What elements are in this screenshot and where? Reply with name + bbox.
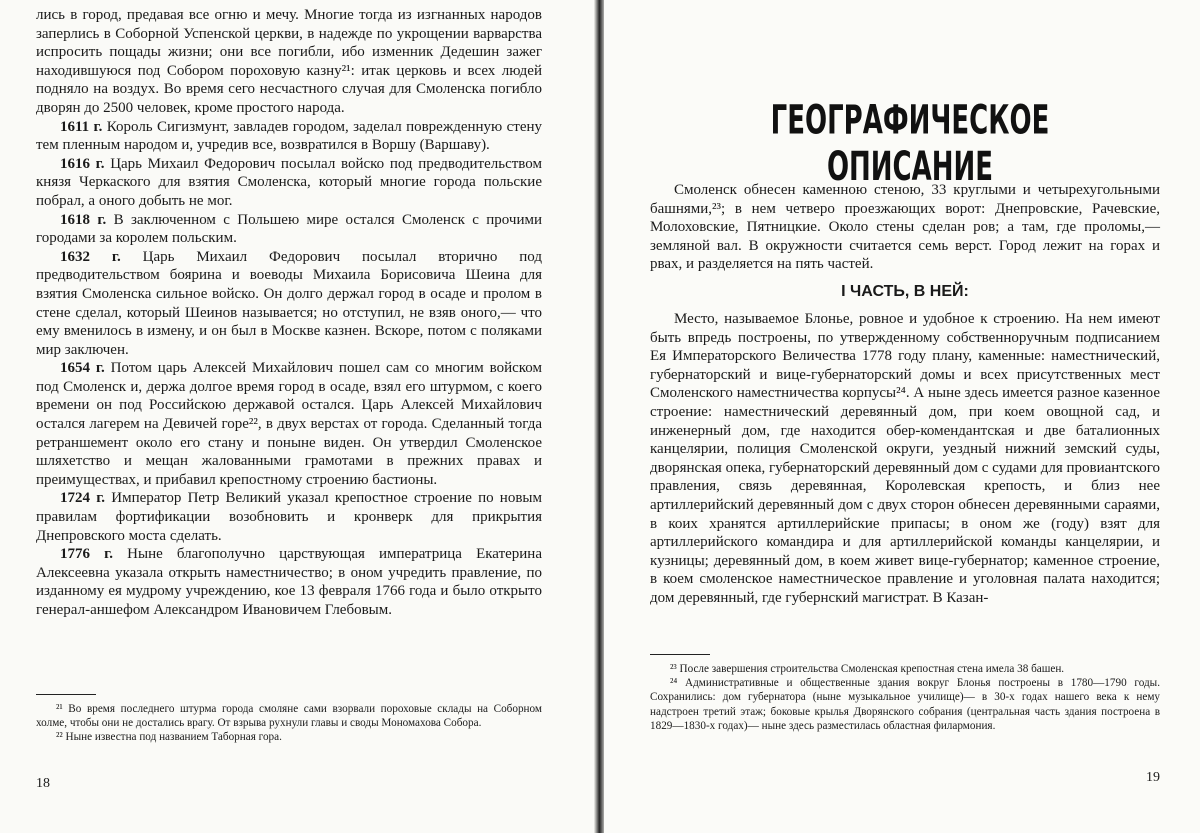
footnote-divider	[36, 694, 96, 695]
section-heading: I ЧАСТЬ, В НЕЙ:	[841, 282, 969, 300]
paragraph: Место, называемое Блонье, ровное и удобное к строению. На нем имеют быть впредь построены, по утвержденному собственноручным подписанием Ея Императорского Величества 1778 году плану, каменные: наместнический, губернаторский и вице-губернаторский домы и всех присутственных мест Смоленского наместничества корпусы²⁴. А ныне здесь имеется разное казенное строение: наместнический деревянный дом, при коем овощной сад, и инженерный дом, где находится обер-комендантская и две баталионных канцелярии, полиция Смоленской округи, уездный нижний земский суды, дворянская опека, губернаторский деревянный дом с судами для провиантского правления, связь деревянная, Королевская крепость, и близ нее артиллерийский деревянный дом с двух сторон обнесен деревянными сараями, в коих хранятся артиллерийские припасы; в оном же (году) взят для артиллерийского командира и для артиллерийской команды канцелярии, и кузницы; деревянный дом, в коем живет вице-губернатор; каменное строение, в коем смоленское наместническое правление и уголовная палата находится; дом деревянный, где губернский магистрат. В Казан-	[650, 310, 1160, 606]
paragraph: Смоленск обнесен каменною стеною, 33 круглыми и четырехугольными башнями,²³; в нем четверо проезжающих ворот: Днепровские, Рачевские, Молоховские, Пятницкие. Около стены сделан ров; а там, где проломы,— земляной вал. В окружности считается семь верст. Город лежит на горах и рвах, и разделяется на пять частей.	[650, 182, 1160, 273]
paragraph: 1724 г. Император Петр Великий указал крепостное строение по новым правилам фортификации возобновить и кронверк для прикрытия Днепровского моста сделать.	[36, 490, 542, 544]
paragraph: 1654 г. Потом царь Алексей Михайлович пошел сам со многим войском под Смоленск и, держа долгое время город в осаде, взял его штурмом, с коего времени он под Российскою державой остался. Царь Алексей Михайлович остался лагерем на Девичей горе²², в двух верстах от города. Сделанный тогда ретраншемент около его стану и поныне виден. Он утвердил Смоленское шляхетство и мещан жалованными грамотами в прежних правах и преимуществах, и прибавил крепостному строению бастионы.	[36, 360, 542, 488]
left-page	[0, 0, 596, 833]
paragraph: 1611 г. Король Сигизмунт, завладев городом, заделал поврежденную стену тем пленным народом и, учредив все, возвратился в Воршу (Варшаву).	[36, 118, 543, 154]
paragraph: 1618 г. В заключенном с Польшею мире остался Смоленск с прочими городами за королем польским.	[36, 211, 542, 247]
footnote-divider	[650, 654, 710, 655]
right-page-intro	[650, 181, 1160, 607]
paragraph: 1776 г. Ныне благополучно царствующая императрица Екатерина Алексеевна указала открыть наместничество; в оном учредить правление, по изданному ея мудрому учреждению, кое 13 февраля 1766 года и было открыто генерал-аншефом Александром Ивановичем Глебовым.	[36, 546, 542, 618]
footnote: ²² Ныне известна под названием Таборная гора.	[56, 731, 282, 744]
footnote: ²¹ Во время последнего штурма города смоляне сами взорвали пороховые склады на Соборном холме, чтобы они не достались врагу. От взрыва рухнули главы и своды Мономахова Собора.	[36, 703, 542, 730]
page-number: 18	[36, 776, 50, 791]
left-footnotes	[36, 702, 542, 745]
chapter-title: ГЕОГРАФИЧЕСКОЕ ОПИСАНИЕ	[770, 98, 1050, 191]
paragraph: лись в город, предавая все огню и мечу. Многие тогда из изгнанных народов заперлись в Соборной Успенской церкви, в надежде по укрощении варварства испросить пощады жизни; они все погибли, ибо изменник Дедешин зажег находившуюся под Собором пороховую казну²¹: итак церковь и всех людей подняло на воздух. Во время сего несчастного случая для Смоленска погибло дворян до 2500 человек, кроме простого народа.	[36, 7, 542, 116]
footnote: ²⁴ Административные и общественные здания вокруг Блонья построены в 1780—1790 годы. Сохранились: дом губернатора (ныне музыкальное училище)— в 30-х годах нашего века к нему надстроен третий этаж; боковые крылья Дворянского собрания (центральная часть здания построена в 1829—1830-х годах)— ныне здесь разместилась областная филармония.	[650, 677, 1160, 732]
left-page-text	[36, 6, 542, 620]
paragraph: 1616 г. Царь Михаил Федорович посылал войско под предводительством князя Черкаского для взятия Смоленска, который многие города польские побрал, а оного добыть не мог.	[36, 155, 542, 209]
page-number: 19	[1146, 770, 1160, 785]
right-footnotes	[650, 662, 1160, 733]
paragraph: 1632 г. Царь Михаил Федорович посылал вторично под предводительством боярина и воеводы Михаила Борисовича Шеина для взятия Смоленска сильное войско. Он долго держал город в осаде и пролом в стене сделал, который Шеинов называется; но отступил, не взяв оного,— что ему вменилось в измену, и он был в Москве казнен. Вскоре, потом с поляками мир заключен.	[36, 248, 543, 358]
footnote: ²³ После завершения строительства Смоленская крепостная стена имела 38 башен.	[670, 663, 1065, 675]
